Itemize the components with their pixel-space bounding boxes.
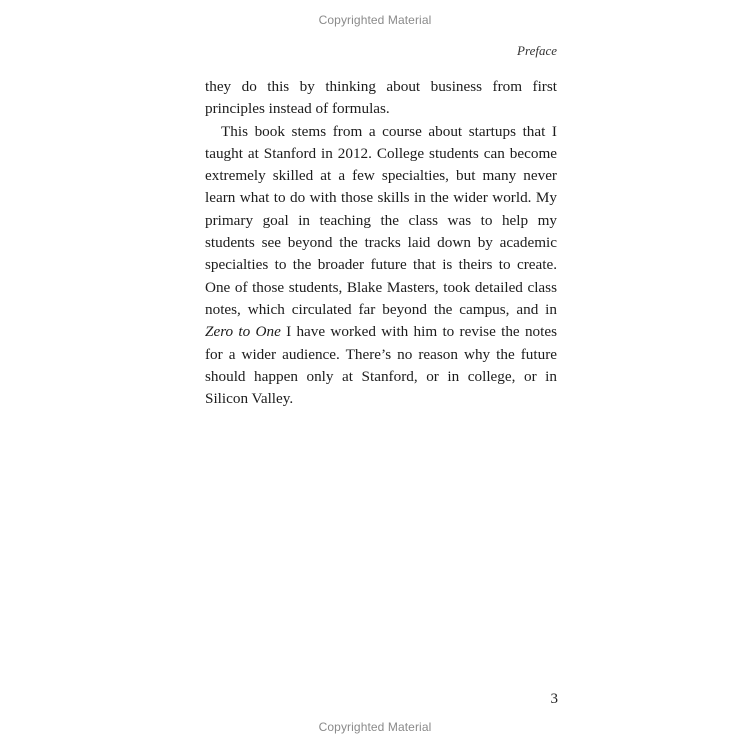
- paragraph-2: [205, 121, 557, 411]
- watermark-top: Copyrighted Material: [318, 13, 432, 27]
- paragraph-2-part-2: I have worked with him to revise the notes for a wider audience. There’s no reason why the future should happen only at Stanford, or in college, or in Silicon Valley.: [205, 323, 558, 408]
- page-number: 3: [550, 691, 558, 707]
- watermark-bottom: Copyrighted Material: [318, 720, 432, 734]
- paragraph-2-part-1: This book stems from a course about startups that I taught at Stanford in 2012. College students can become extremely skilled at a few specialties, but many never learn what to do with those skills in the wider world. My primary goal in teaching the class was to help my students see beyond the tracks laid down by academic specialties to the broader future that is theirs to create. One of those students, Blake Masters, took detailed class notes, which circulated far beyond the campus, and in: [205, 122, 557, 318]
- running-head: Preface: [517, 43, 557, 58]
- body-text: [205, 76, 557, 410]
- paragraph-1: they do this by thinking about business from first principles instead of formulas.: [205, 78, 557, 118]
- book-title: Zero to One: [205, 323, 281, 341]
